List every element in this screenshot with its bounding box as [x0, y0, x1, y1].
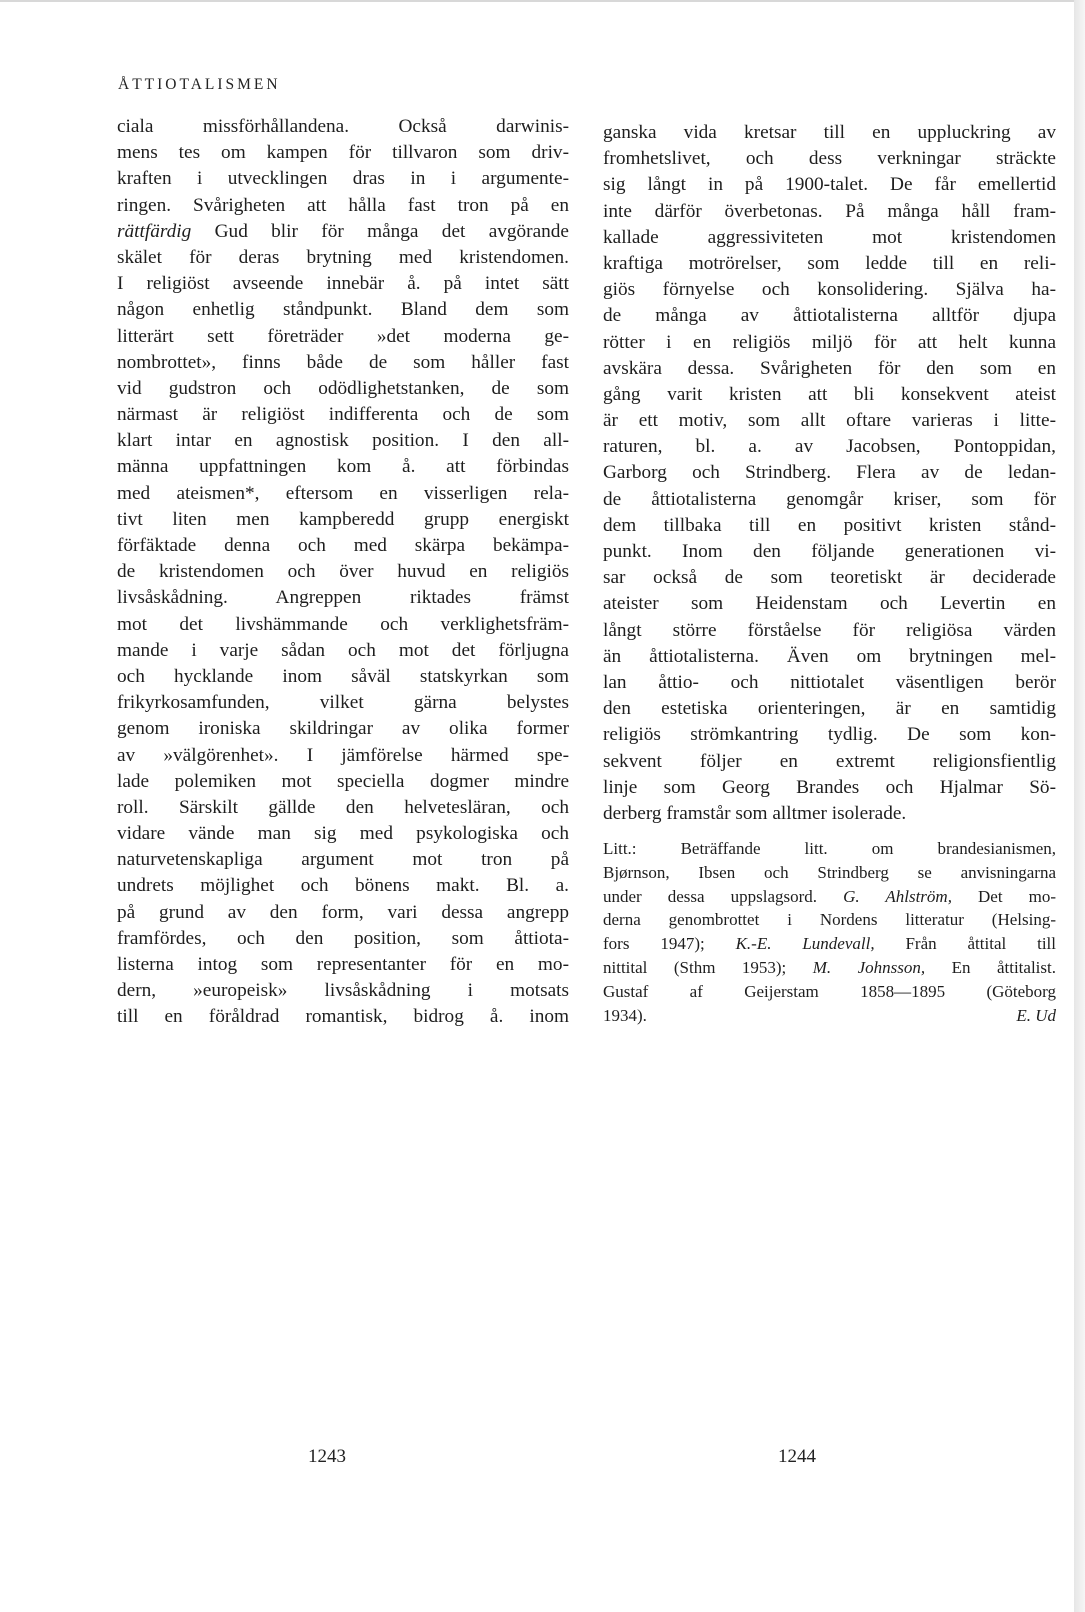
- text-line: sig långt in på 1900-talet. De får emellertid: [603, 174, 1056, 196]
- text-line: tivt liten men kampberedd grupp energiskt: [117, 508, 569, 530]
- literature-line-signature: 1934). E. Ud: [603, 1004, 1056, 1028]
- text-line: är ett motiv, som allt oftare varieras i litte-: [603, 410, 1056, 432]
- page-right-edge: [1074, 0, 1085, 1612]
- page-number-right: 1244: [778, 1446, 816, 1467]
- text-line: roll. Särskilt gällde den helvetesläran, och: [117, 796, 569, 818]
- text-line: närmast är religiöst indifferenta och de som: [117, 404, 569, 426]
- text-line: kraftiga motrörelser, som ledde till en reli-: [603, 252, 1056, 274]
- text-line: ganska vida kretsar till en uppluckring av: [603, 122, 1056, 143]
- text-line: med ateismen*, eftersom en visserligen rela-: [117, 482, 569, 504]
- text-line: avskära dessa. Svårigheten för den som en: [603, 357, 1056, 379]
- text-line: fromhetslivet, och dess verkningar sträckte: [603, 148, 1056, 170]
- literature-line: derna genombrottet i Nordens litteratur (Helsing-: [603, 910, 1056, 930]
- text-line: långt större förståelse för religiösa värden: [603, 619, 1056, 641]
- text-line: vidare vände man sig med psykologiska och: [117, 823, 569, 845]
- text-line: dern, »europeisk» livsåskådning i motsats: [117, 980, 569, 1002]
- text-line: förfäktade denna och med skärpa bekämpa-: [117, 535, 569, 556]
- text-line: de många av åttiotalisterna alltför djupa: [603, 305, 1056, 327]
- text-line: punkt. Inom den följande generationen vi-: [603, 541, 1056, 562]
- page-number-left: 1243: [308, 1446, 346, 1467]
- text-line: framfördes, och den position, som åttiota-: [117, 927, 569, 949]
- text-line: listerna intog som representanter för en mo-: [117, 954, 569, 975]
- text-line: I religiöst avseende innebär å. på intet sätt: [117, 273, 569, 295]
- right-column: [603, 120, 1056, 1027]
- text-line: linje som Georg Brandes och Hjalmar Sö-: [603, 776, 1056, 798]
- text-line: sekvent följer en extremt religionsfientlig: [603, 750, 1056, 772]
- page-top-edge: [0, 0, 1074, 2]
- text-line: ateister som Heidenstam och Levertin en: [603, 593, 1056, 615]
- text-line: de kristendomen och över huvud en religiös: [117, 561, 569, 583]
- text-line: genom ironiska skildringar av olika former: [117, 718, 569, 740]
- text-line: vid gudstron och odödlighetstanken, de som: [117, 377, 569, 399]
- literature-references: [603, 837, 1056, 1027]
- text-line: av »välgörenhet». I jämförelse härmed spe-: [117, 744, 569, 766]
- text-line: mens tes om kampen för tillvaron som driv-: [117, 142, 569, 164]
- text-line: frikyrkosamfunden, vilket gärna belystes: [117, 692, 569, 714]
- text-line: raturen, bl. a. av Jacobsen, Pontoppidan,: [603, 436, 1056, 458]
- literature-line: fors 1947); K.-E. Lundevall, Från åttital till: [603, 934, 1056, 954]
- text-line: skälet för deras brytning med kristendomen.: [117, 246, 569, 268]
- text-line: livsåskådning. Angreppen riktades främst: [117, 587, 569, 609]
- right-column-body: [603, 120, 1056, 827]
- running-head: ÅTTIOTALISMEN: [118, 76, 281, 93]
- text-line: sar också de som teoretiskt är deciderade: [603, 567, 1056, 589]
- literature-line: nittital (Sthm 1953); M. Johnsson, En åttitalist.: [603, 958, 1056, 978]
- text-line: ciala missförhållandena. Också darwinis-: [117, 116, 569, 137]
- literature-line: Litt.: Beträffande litt. om brandesianismen,: [603, 839, 1056, 859]
- text-line: rättfärdig Gud blir för många det avgörande: [117, 220, 569, 242]
- text-line: och hycklande inom såväl statskyrkan som: [117, 665, 569, 687]
- text-line: mot det livshämmande och verklighetsfräm-: [117, 613, 569, 635]
- left-column: [117, 114, 569, 1031]
- text-line: de åttiotalisterna genomgår kriser, som för: [603, 488, 1056, 510]
- article-author: E. Ud: [1016, 1005, 1056, 1025]
- text-line: någon enhetlig ståndpunkt. Bland dem som: [117, 299, 569, 321]
- text-line: klart intar en agnostisk position. I den all-: [117, 430, 569, 452]
- text-line: ringen. Svårigheten att hålla fast tron på en: [117, 194, 569, 216]
- literature-line: under dessa uppslagsord. G. Ahlström, Det mo-: [603, 886, 1056, 906]
- text-line: nombrottet», finns både de som håller fast: [117, 351, 569, 373]
- text-line: derberg framstår som alltmer isolerade.: [603, 802, 907, 824]
- literature-line: Bjørnson, Ibsen och Strindberg se anvisningarna: [603, 862, 1056, 882]
- text-line: till en föråldrad romantisk, bidrog å. inom: [117, 1006, 569, 1028]
- text-line: litterärt sett företräder »det moderna ge-: [117, 325, 569, 347]
- text-line: mande i varje sådan och mot det förljugna: [117, 639, 569, 661]
- text-line: giös förnyelse och konsolidering. Själva ha-: [603, 279, 1056, 301]
- text-line: Garborg och Strindberg. Flera av de ledan-: [603, 462, 1056, 484]
- text-line: dem tillbaka till en positivt kristen stånd-: [603, 514, 1056, 536]
- text-line: lan åttio- och nittiotalet väsentligen berör: [603, 671, 1056, 693]
- text-line: gång varit kristen att bli konsekvent ateist: [603, 383, 1056, 405]
- text-line: religiös strömkantring tydlig. De som kon-: [603, 724, 1056, 746]
- text-line: kallade aggressiviteten mot kristendomen: [603, 226, 1056, 248]
- text-line: den estetiska orienteringen, är en samtidig: [603, 698, 1056, 720]
- text-line: männa uppfattningen kom å. att förbindas: [117, 456, 569, 478]
- text-line: på grund av den form, vari dessa angrepp: [117, 901, 569, 923]
- literature-line: Gustaf af Geijerstam 1858—1895 (Göteborg: [603, 981, 1056, 1001]
- text-line: kraften i utvecklingen dras in i argumente-: [117, 168, 569, 190]
- text-line: inte därför överbetonas. På många håll fram-: [603, 200, 1056, 222]
- text-line: än åttiotalisterna. Även om brytningen mel-: [603, 645, 1056, 667]
- text-line: lade polemiken mot speciella dogmer mindre: [117, 770, 569, 792]
- text-line: rötter i en religiös miljö för att helt kunna: [603, 331, 1056, 353]
- text-line: naturvetenskapliga argument mot tron på: [117, 849, 569, 871]
- text-line: undrets möjlighet och bönens makt. Bl. a.: [117, 875, 569, 897]
